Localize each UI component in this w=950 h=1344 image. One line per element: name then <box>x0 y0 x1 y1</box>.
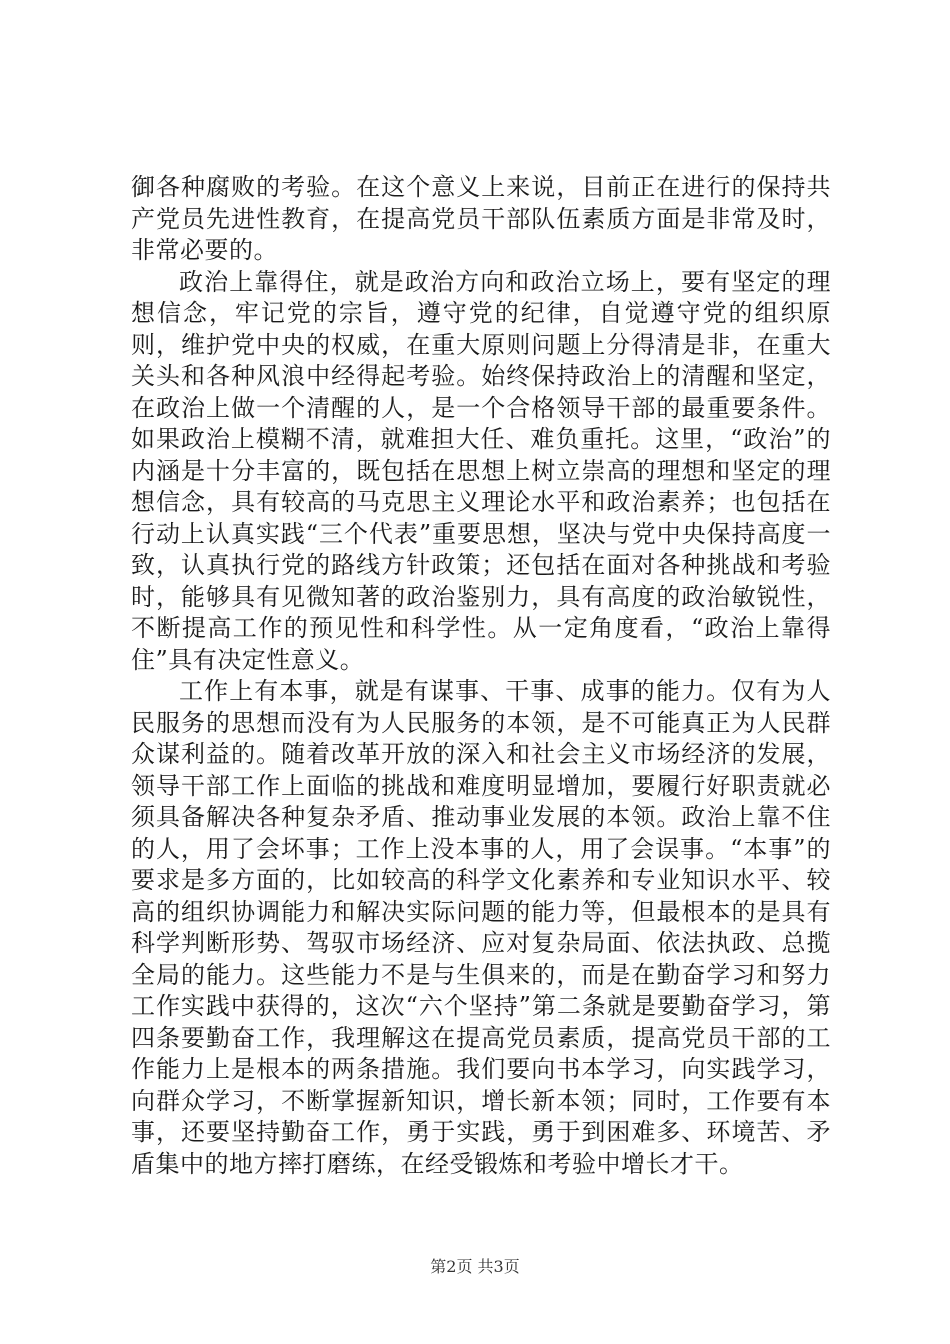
page-footer: 第2页 共3页 <box>430 1257 520 1276</box>
paragraph-work-ability: 工作上有本事，就是有谋事、干事、成事的能力。仅有为人民服务的思想而没有为人民服务的本领，是不可能真正为人民群众谋利益的。随着改革开放的深入和社会主义市场经济的发展，领导干部工作上面临的挑战和难度明显增加，要履行好职责就必须具备解决各种复杂矛盾、推动事业发展的本领。政治上靠不住的人，用了会坏事；工作上没本事的人，用了会误事。“本事”的要求是多方面的，比如较高的科学文化素养和专业知识水平、较高的组织协调能力和解决实际问题的能力等，但最根本的是具有科学判断形势、驾驭市场经济、应对复杂局面、依法执政、总揽全局的能力。这些能力不是与生俱来的，而是在勤奋学习和努力工作实践中获得的，这次“六个坚持”第二条就是要勤奋学习，第四条要勤奋工作，我理解这在提高党员素质，提高党员干部的工作能力上是根本的两条措施。我们要向书本学习，向实践学习，向群众学习，不断掌握新知识，增长新本领；同时，工作要有本事，还要坚持勤奋工作，勇于实践，勇于到困难多、环境苦、矛盾集中的地方摔打磨练，在经受锻炼和考验中增长才干。 <box>131 677 831 1178</box>
paragraph-political-reliability: 政治上靠得住，就是政治方向和政治立场上，要有坚定的理想信念，牢记党的宗旨，遵守党的纪律，自觉遵守党的组织原则，维护党中央的权威，在重大原则问题上分得清是非，在重大关头和各种风浪中经得起考验。始终保持政治上的清醒和坚定，在政治上做一个清醒的人，是一个合格领导干部的最重要条件。如果政治上模糊不清，就难担大任、难负重托。这里，“政治”的内涵是十分丰富的，既包括在思想上树立崇高的理想和坚定的理想信念，具有较高的马克思主义理论水平和政治素养；也包括在行动上认真实践“三个代表”重要思想，坚决与党中央保持高度一致，认真执行党的路线方针政策；还包括在面对各种挑战和考验时，能够具有见微知著的政治鉴别力，具有高度的政治敏锐性，不断提高工作的预见性和科学性。从一定角度看，“政治上靠得住”具有决定性意义。 <box>131 267 831 674</box>
document-body <box>131 172 831 1180</box>
paragraph-continuation: 御各种腐败的考验。在这个意义上来说，目前正在进行的保持共产党员先进性教育，在提高党员干部队伍素质方面是非常及时，非常必要的。 <box>131 173 831 264</box>
